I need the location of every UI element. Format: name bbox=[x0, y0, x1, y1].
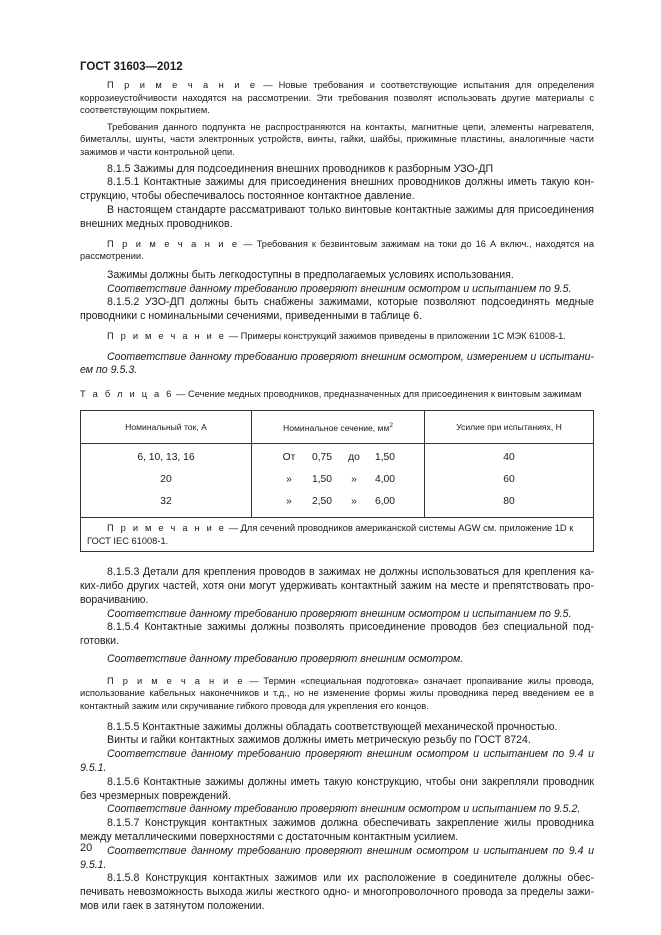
table-6 bbox=[80, 410, 594, 552]
header-test-force: Усилие при испытаниях, Н bbox=[425, 411, 594, 444]
table-note-row bbox=[81, 518, 594, 552]
note-screwless bbox=[80, 238, 594, 263]
note-examples bbox=[80, 330, 594, 343]
cell-section bbox=[252, 469, 424, 491]
table-6-caption bbox=[80, 388, 594, 400]
note-text: — Примеры конструкций зажимов приведены в приложении 1С МЭК 61008-1. bbox=[226, 330, 566, 341]
cell-current: 32 bbox=[160, 496, 172, 508]
section-from-word: » bbox=[286, 496, 292, 508]
compliance-check-9-4-b: Соответствие данному требованию проверяют внешним осмотром и испытанием по 9.4 и 9.5.1. bbox=[80, 844, 594, 871]
table-header-row bbox=[81, 411, 594, 444]
paragraph-accessibility: Зажимы должны быть легкодоступны в предполагаемых условиях использования. bbox=[107, 268, 514, 281]
section-max: 4,00 bbox=[374, 474, 396, 486]
cell-current: 6, 10, 13, 16 bbox=[137, 452, 195, 464]
table-caption-label: Т а б л и ц а 6 bbox=[80, 389, 174, 400]
column-force bbox=[425, 444, 594, 518]
header-nominal-section bbox=[252, 411, 425, 444]
compliance-check-9-5-3: Соответствие данному требованию проверяют внешним осмотром, измерением и испытанием по 9.5.3. bbox=[80, 350, 594, 377]
clause-8-1-5-3: 8.1.5.3 Детали для крепления проводов в зажимах не должны использоваться для крепления каких-либо других частей, хотя они могут удерживать контактный зажим на месте и препятствовать проворачиванию. bbox=[80, 566, 594, 606]
cell-section bbox=[252, 447, 424, 469]
note-text: — Требования к безвинтовым зажимам на токи до 16 А включ., находятся на рассмотрении. bbox=[80, 238, 594, 262]
compliance-check-9-5: Соответствие данному требованию проверяют внешним осмотром и испытанием по 9.5. bbox=[107, 282, 572, 295]
paragraph-screw-terminals: В настоящем стандарте рассматривают только винтовые контактные зажимы для присоединения внешних медных проводников. bbox=[80, 203, 594, 230]
compliance-check-9-5-b: Соответствие данному требованию проверяют внешним осмотром и испытанием по 9.5. bbox=[107, 607, 572, 620]
clause-8-1-5-8: 8.1.5.8 Конструкция контактных зажимов или их расположение в соединителе должны обеспечивать невозможность выхода жилы жесткого одно- и многопроволочного провода за пределы зажимов или гаек в затянутом положении. bbox=[80, 872, 594, 913]
section-to-word: » bbox=[351, 496, 357, 508]
header-nominal-current: Номинальный ток, А bbox=[81, 411, 252, 444]
section-from-word: » bbox=[286, 474, 292, 486]
clause-8-1-5-1: 8.1.5.1 Контактные зажимы для присоединения внешних проводников должны иметь такую конструкцию, чтобы обеспечивалось постоянное контактное давление. bbox=[80, 176, 594, 203]
section-to-word: до bbox=[348, 452, 360, 464]
section-from-word: От bbox=[282, 452, 296, 464]
table-note bbox=[81, 518, 594, 552]
compliance-check-visual: Соответствие данному требованию проверяют внешним осмотром. bbox=[107, 653, 464, 666]
section-min: 2,50 bbox=[311, 496, 333, 508]
column-current bbox=[81, 444, 252, 518]
section-min: 1,50 bbox=[311, 474, 333, 486]
cell-force: 80 bbox=[503, 496, 515, 508]
note-label: П р и м е ч а н и е bbox=[107, 80, 258, 90]
note-label: П р и м е ч а н и е bbox=[107, 523, 227, 534]
page-number: 20 bbox=[80, 842, 93, 854]
section-max: 1,50 bbox=[374, 452, 396, 464]
note-text: — Для сечений проводников американской системы AGW см. приложение 1D к ГОСТ IEC 61008-1. bbox=[87, 523, 574, 546]
compliance-check-9-5-2: Соответствие данному требованию проверяют внешним осмотром и испытанием по 9.5.2. bbox=[107, 803, 581, 816]
note-label: П р и м е ч а н и е bbox=[107, 675, 245, 686]
note-text: — Термин «специальная подготовка» означает пропаивание жилы провода, использование кабельных наконечников и т.д., но не изменение формы жилы проводника перед введением ее в контактный зажим или скручивание гибкого провода для укрепления его концов. bbox=[80, 675, 594, 712]
note-special-prep bbox=[80, 675, 594, 713]
page-header: ГОСТ 31603—2012 bbox=[80, 61, 183, 73]
compliance-check-9-4-a: Соответствие данному требованию проверяют внешним осмотром и испытанием по 9.4 и 9.5.1. bbox=[80, 748, 594, 775]
note-corrosion bbox=[80, 79, 594, 117]
clause-8-1-5-5: 8.1.5.5 Контактные зажимы должны обладать соответствующей механической прочностью. bbox=[107, 720, 558, 733]
cell-section bbox=[252, 491, 424, 513]
cell-current: 20 bbox=[160, 474, 172, 486]
column-section bbox=[252, 444, 425, 518]
clause-8-1-5-4: 8.1.5.4 Контактные зажимы должны позволять присоединение проводов без специальной подготовки. bbox=[80, 621, 594, 648]
note-corrosion-continued: Требования данного подпункта не распространяются на контакты, магнитные цепи, элементы нагревателя, биметаллы, шунты, части электронных устройств, винты, гайки, шайбы, прижимные пластины, аналогичные части зажимов и части контрольной цепи. bbox=[80, 121, 594, 157]
clause-8-1-5-7: 8.1.5.7 Конструкция контактных зажимов должна обеспечивать закрепление жилы проводника между металлическими поверхностями с достаточным контактным усилием. bbox=[80, 817, 594, 844]
section-to-word: » bbox=[351, 474, 357, 486]
note-text: — Новые требования и соответствующие испытания для определения коррозиеустойчивости находятся на рассмотрении. Эти требования позволят использовать другие материалы с соответствующим покрытием. bbox=[80, 80, 595, 116]
clause-8-1-5-6: 8.1.5.6 Контактные зажимы должны иметь такую конструкцию, чтобы они закрепляли проводник без чрезмерных повреждений. bbox=[80, 775, 594, 802]
note-label: П р и м е ч а н и е bbox=[107, 238, 240, 249]
clause-8-1-5-heading: 8.1.5 Зажимы для подсоединения внешних проводников к разборным УЗО-ДП bbox=[107, 162, 494, 175]
table-caption-text: — Сечение медных проводников, предназначенных для присоединения к винтовым зажимам bbox=[173, 389, 582, 400]
header-section-sup: 2 bbox=[389, 421, 393, 429]
clause-8-1-5-2: 8.1.5.2 УЗО-ДП должны быть снабжены зажимами, которые позволяют подсоединять медные проводники с номинальными сечениями, приведенными в таблице 6. bbox=[80, 296, 594, 323]
cell-force: 60 bbox=[503, 474, 515, 486]
page-content bbox=[80, 79, 594, 914]
cell-force: 40 bbox=[503, 452, 515, 464]
section-max: 6,00 bbox=[374, 496, 396, 508]
note-label: П р и м е ч а н и е bbox=[107, 330, 227, 341]
section-min: 0,75 bbox=[311, 452, 333, 464]
table-values-row bbox=[81, 444, 594, 518]
header-section-text: Номинальное сечение, мм bbox=[283, 422, 390, 433]
paragraph-metric-thread: Винты и гайки контактных зажимов должны иметь метрическую резьбу по ГОСТ 8724. bbox=[107, 734, 531, 747]
